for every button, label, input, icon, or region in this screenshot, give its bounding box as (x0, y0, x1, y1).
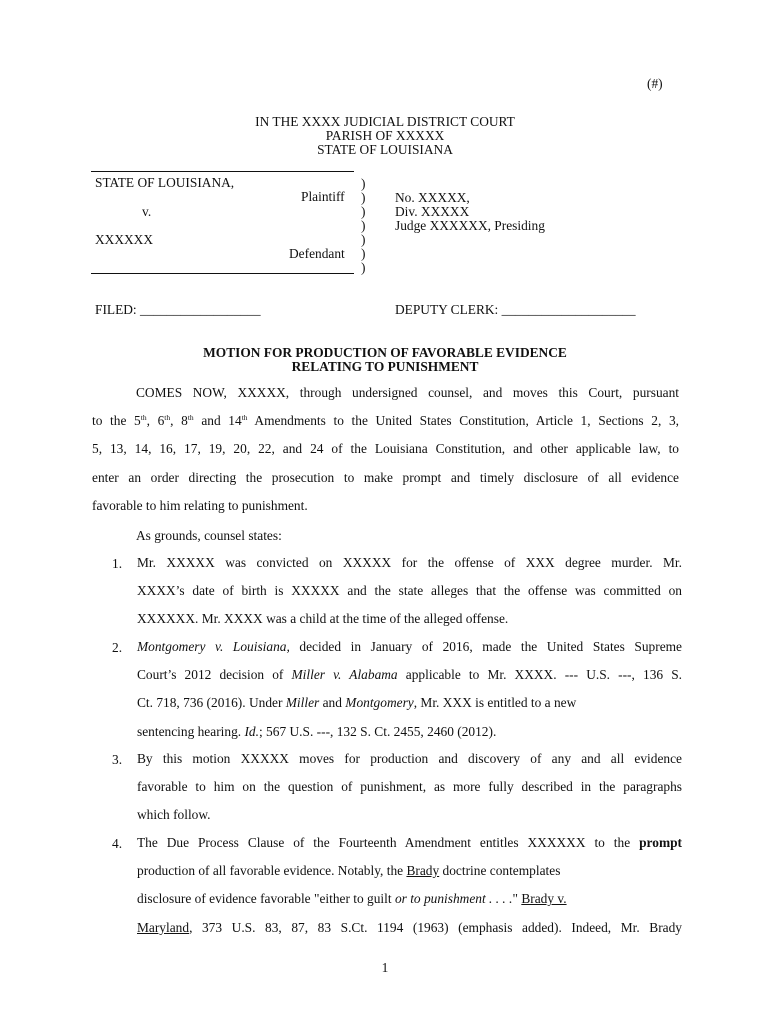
intro-paragraph (92, 379, 679, 520)
presiding-judge: Judge XXXXXX, Presiding (395, 218, 545, 233)
item-number: 4. (112, 836, 123, 851)
defendant-label: Defendant (289, 246, 345, 261)
caption-paren: ) (361, 204, 366, 219)
item-text: By this motion XXXXX moves for production and discovery of any and all evidence favorable to him on the question of punishment, as more fully described in the paragraphs which follow. (137, 751, 682, 823)
state-name: STATE OF LOUISIANA (317, 142, 453, 157)
caption-paren: ) (361, 218, 366, 233)
item-text: Mr. XXXXX was convicted on XXXXX for the offense of XXX degree murder. Mr. XXXX’s date of birth is XXXXX and the state alleges that the offense was committed on XXXXXX. Mr. XXXX was a child at the time of the alleged offense. (137, 555, 682, 627)
plaintiff-label: Plaintiff (301, 189, 345, 204)
intro-line: enter an order directing the prosecution to make prompt and timely disclosure of all evidence (92, 469, 679, 485)
deputy-clerk-line: DEPUTY CLERK: ____________________ (395, 302, 636, 317)
caption-bottom-rule (91, 273, 354, 274)
intro-line: COMES NOW, XXXXX, through undersigned counsel, and moves this Court, pursuant (136, 385, 679, 400)
division: Div. XXXXX (395, 204, 470, 219)
caption-paren: ) (361, 190, 366, 205)
caption-paren: ) (361, 246, 366, 261)
case-number: No. XXXXX, (395, 190, 470, 205)
item-number: 3. (112, 752, 123, 767)
grounds-intro: As grounds, counsel states: (136, 528, 282, 543)
caption-top-rule (91, 171, 354, 172)
item-number: 1. (112, 556, 123, 571)
intro-line: to the 5th, 6th, 8th and 14th Amendments to the United States Constitution, Article 1, Sections 2, 3, (92, 413, 679, 429)
plaintiff-name: STATE OF LOUISIANA, (95, 175, 235, 190)
filed-line: FILED: __________________ (95, 302, 261, 317)
intro-line: 5, 13, 14, 16, 17, 19, 20, 22, and 24 of the Louisiana Constitution, and other applicable law, to (92, 441, 679, 457)
parish-name: PARISH OF XXXXX (325, 128, 445, 143)
page-number: 1 (381, 960, 389, 975)
caption-paren: ) (361, 232, 366, 247)
item-text: Montgomery v. Louisiana, decided in January of 2016, made the United States Supreme Court’s 2012 decision of Miller v. Alabama applicable to Mr. XXXX. --- U.S. ---, 136 S. Ct. 718, 736 (2016). Under Miller and Montgomery, Mr. XXX is entitled to a new sentencing hearing. Id.; 567 U.S. ---, 132 S. Ct. 2455, 2460 (2012). (137, 639, 682, 739)
title-line-1: MOTION FOR PRODUCTION OF FAVORABLE EVIDENCE (203, 345, 567, 360)
versus-label: v. (142, 204, 152, 219)
court-name: IN THE XXXX JUDICIAL DISTRICT COURT (255, 114, 515, 129)
page-marker: (#) (647, 76, 663, 91)
item-text: The Due Process Clause of the Fourteenth Amendment entitles XXXXXX to the prompt production of all favorable evidence. Notably, the Brady doctrine contemplates disclosure of evidence favorable "either to guilt or to punishment . . . ." Brady v. Maryland, 373 U.S. 83, 87, 83 S.Ct. 1194 (1963) (emphasis added). Indeed, Mr. Brady (137, 835, 682, 935)
defendant-name: XXXXXX (95, 232, 154, 247)
caption-paren: ) (361, 176, 366, 191)
caption-paren: ) (361, 260, 366, 275)
item-number: 2. (112, 640, 123, 655)
title-line-2: RELATING TO PUNISHMENT (291, 359, 479, 374)
intro-line: favorable to him relating to punishment. (92, 497, 308, 513)
